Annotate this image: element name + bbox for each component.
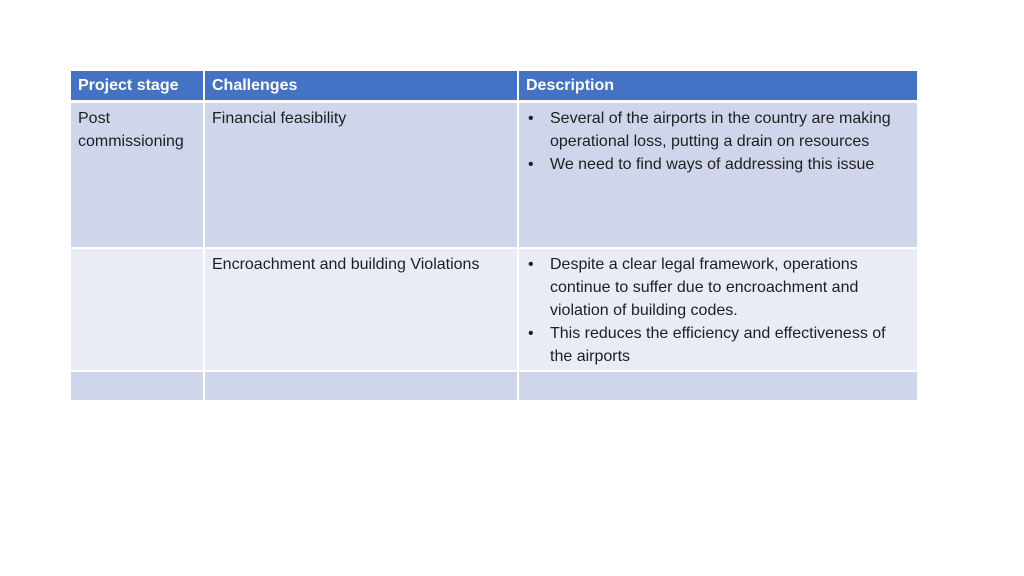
description-bullet-list bbox=[526, 107, 910, 176]
cell-description bbox=[518, 371, 917, 401]
description-bullet: • Several of the airports in the country are making operational loss, putting a drain on resources bbox=[526, 107, 910, 153]
table-row bbox=[71, 248, 917, 371]
challenges-table bbox=[71, 71, 917, 402]
table-row bbox=[71, 371, 917, 401]
description-bullet: • Despite a clear legal framework, operations continue to suffer due to encroachment and violation of building codes. bbox=[526, 253, 910, 322]
cell-description bbox=[518, 248, 917, 371]
cell-description bbox=[518, 102, 917, 249]
description-bullet: • We need to find ways of addressing this issue bbox=[526, 153, 910, 176]
header-description: Description bbox=[518, 71, 917, 102]
cell-challenge: Encroachment and building Violations bbox=[204, 248, 518, 371]
cell-challenge: Financial feasibility bbox=[204, 102, 518, 249]
cell-project-stage bbox=[71, 371, 204, 401]
cell-project-stage bbox=[71, 248, 204, 371]
description-bullet: • This reduces the efficiency and effectiveness of the airports bbox=[526, 322, 910, 368]
description-bullet-list bbox=[526, 253, 910, 368]
header-project-stage: Project stage bbox=[71, 71, 204, 102]
table-row bbox=[71, 102, 917, 249]
cell-project-stage: Post commissioning bbox=[71, 102, 204, 249]
table-header-row bbox=[71, 71, 917, 102]
header-challenges: Challenges bbox=[204, 71, 518, 102]
cell-challenge bbox=[204, 371, 518, 401]
